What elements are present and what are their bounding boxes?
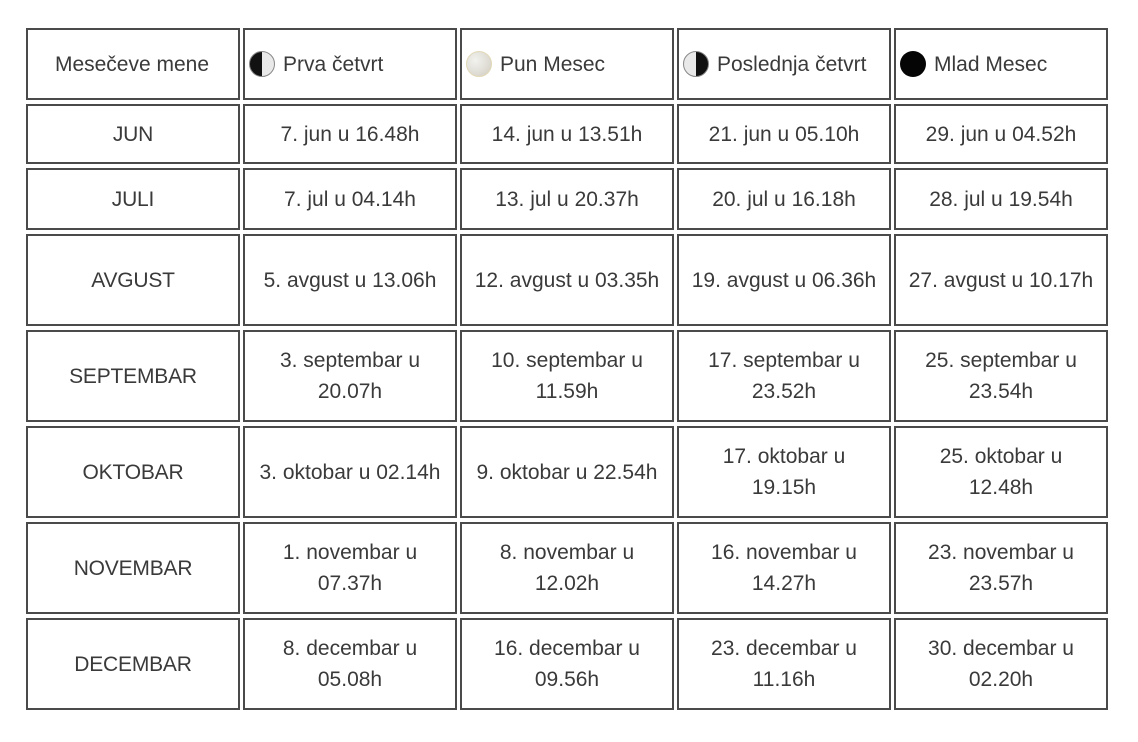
date-cell: [894, 330, 1108, 422]
date-cell: [460, 234, 674, 326]
header-full-moon-label: Pun Mesec: [500, 52, 606, 76]
date-text: 3. septembar u 20.07h: [279, 349, 421, 403]
new-moon-icon: [900, 51, 926, 77]
header-last-quarter-label: Poslednja četvrt: [717, 52, 867, 76]
date-cell: 13. jul u 20.37h: [460, 168, 674, 230]
header-last-quarter: [677, 28, 891, 100]
header-first-quarter: [243, 28, 457, 100]
date-text: 30. decembar u 02.20h: [928, 637, 1074, 691]
month-cell: DECEMBAR: [26, 618, 240, 710]
date-text: 19. avgust u 06.36h: [691, 268, 877, 292]
month-cell: NOVEMBAR: [26, 522, 240, 614]
date-cell: 7. jun u 16.48h: [243, 104, 457, 164]
date-cell: [677, 426, 891, 518]
date-cell: [460, 522, 674, 614]
date-text: 5. avgust u 13.06h: [263, 268, 437, 292]
date-text: 1. novembar u 07.37h: [282, 541, 418, 595]
date-text: 3. oktobar u 02.14h: [259, 460, 441, 484]
date-cell: [677, 330, 891, 422]
date-text: 8. novembar u 12.02h: [499, 541, 635, 595]
date-text: 17. oktobar u 19.15h: [722, 445, 846, 499]
date-text: 17. septembar u 23.52h: [708, 349, 860, 403]
full-moon-icon: [466, 51, 492, 77]
month-cell: SEPTEMBAR: [26, 330, 240, 422]
date-text: 25. septembar u 23.54h: [925, 349, 1077, 403]
month-cell: JULI: [26, 168, 240, 230]
date-cell: [894, 522, 1108, 614]
date-text: 8. decembar u 05.08h: [282, 637, 418, 691]
month-cell: JUN: [26, 104, 240, 164]
month-cell: AVGUST: [26, 234, 240, 326]
date-cell: [460, 330, 674, 422]
date-cell: 14. jun u 13.51h: [460, 104, 674, 164]
header-full-moon: [460, 28, 674, 100]
date-text: 16. novembar u 14.27h: [711, 541, 857, 595]
date-text: 23. novembar u 23.57h: [928, 541, 1074, 595]
date-cell: 28. jul u 19.54h: [894, 168, 1108, 230]
date-text: 12. avgust u 03.35h: [474, 268, 660, 292]
date-cell: [243, 426, 457, 518]
date-cell: 20. jul u 16.18h: [677, 168, 891, 230]
date-cell: [243, 618, 457, 710]
date-text: 25. oktobar u 12.48h: [939, 445, 1063, 499]
date-text: 10. septembar u 11.59h: [491, 349, 643, 403]
date-cell: [243, 234, 457, 326]
header-phases-text: Mesečeve mene: [54, 52, 210, 76]
date-cell: 21. jun u 05.10h: [677, 104, 891, 164]
date-cell: [677, 234, 891, 326]
date-cell: [243, 330, 457, 422]
date-cell: [677, 618, 891, 710]
header-new-moon-label: Mlad Mesec: [934, 52, 1048, 76]
header-new-moon: [894, 28, 1108, 100]
date-cell: [894, 426, 1108, 518]
header-first-quarter-label: Prva četvrt: [283, 52, 384, 76]
date-cell: 29. jun u 04.52h: [894, 104, 1108, 164]
date-cell: [894, 234, 1108, 326]
date-cell: 7. jul u 04.14h: [243, 168, 457, 230]
first-quarter-moon-icon: [249, 51, 275, 77]
month-cell: OKTOBAR: [26, 426, 240, 518]
moon-phases-table: [26, 28, 1113, 710]
date-text: 9. oktobar u 22.54h: [476, 460, 658, 484]
date-cell: [460, 618, 674, 710]
date-cell: [677, 522, 891, 614]
last-quarter-moon-icon: [683, 51, 709, 77]
date-text: 23. decembar u 11.16h: [711, 637, 857, 691]
date-cell: [243, 522, 457, 614]
date-text: 16. decembar u 09.56h: [494, 637, 640, 691]
header-phases-label: [26, 28, 240, 100]
date-cell: [894, 618, 1108, 710]
date-cell: [460, 426, 674, 518]
date-text: 27. avgust u 10.17h: [908, 268, 1094, 292]
